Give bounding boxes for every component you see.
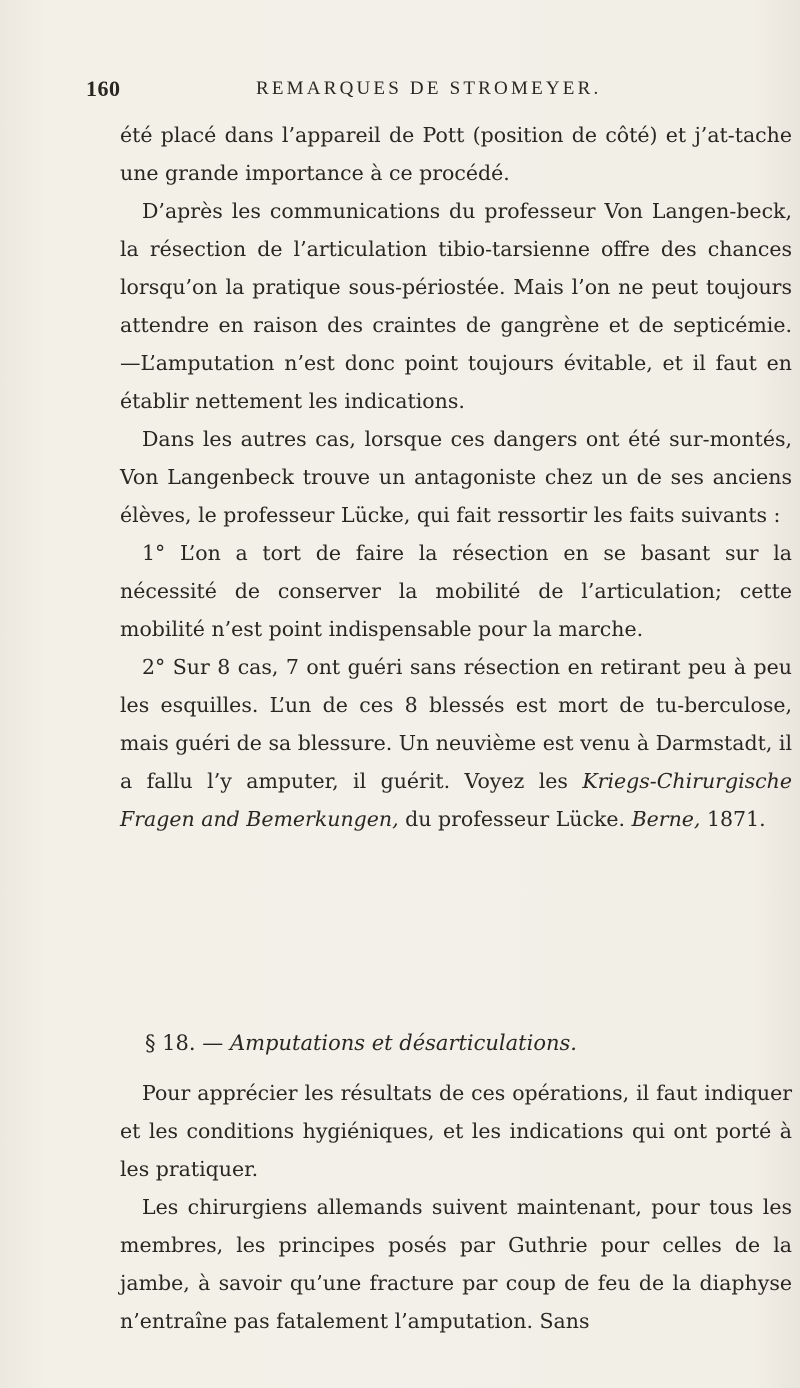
paragraph-2: D’après les communications du professeur Von Langen-beck, la résection de l’articulation tibio-tarsienne offre des chances lorsqu’on la pratique sous-périostée. Mais l’on ne peut toujours attendre en raison des craintes de gangrène et de septicémie. —L’amputation n’est donc point toujours évitable, et il faut en établir nettement les indications. <box>120 199 792 413</box>
paragraph-4: 1° L’on a tort de faire la résection en se basant sur la nécessité de conserver la mobilité de l’articulation; cette mobilité n’est point indispensable pour la marche. <box>120 541 792 641</box>
paragraph-5-middle: du professeur Lücke. <box>398 807 632 831</box>
body-text-top <box>120 116 792 838</box>
section-dash: — <box>202 1031 224 1055</box>
paragraph-5 <box>120 648 792 838</box>
section-title: Amputations et désarticulations. <box>229 1031 577 1055</box>
section-number: § 18. <box>145 1031 196 1055</box>
paragraph-1: été placé dans l’appareil de Pott (position de côté) et j’at-tache une grande importance à ce procédé. <box>120 123 792 185</box>
page-header <box>0 76 800 106</box>
paragraph-3: Dans les autres cas, lorsque ces dangers ont été sur-montés, Von Langenbeck trouve un antagoniste chez un de ses anciens élèves, le professeur Lücke, qui fait ressortir les faits suivants : <box>120 427 792 527</box>
paragraph-7: Les chirurgiens allemands suivent maintenant, pour tous les membres, les principes posés par Guthrie pour celles de la jambe, à savoir qu’une fracture par coup de feu de la diaphyse n’entraîne pas fatalement l’amputation. Sans <box>120 1195 792 1333</box>
paragraph-5-text: 2° Sur 8 cas, 7 ont guéri sans résection en retirant peu à peu les esquilles. L’un de ces 8 blessés est mort de tu-berculose, mais guéri de sa blessure. Un neuvième est venu à Darmstadt, il a fallu l’y amputer, il guérit. Voyez les <box>120 655 792 793</box>
publication-place: Berne, <box>631 807 701 831</box>
section-heading <box>145 1024 785 1062</box>
paragraph-5-end: 1871. <box>700 807 766 831</box>
book-title: Kriegs-Chirurgische Fragen and Bemerkungen, <box>120 769 792 831</box>
paragraph-6: Pour apprécier les résultats de ces opérations, il faut indiquer et les conditions hygiéniques, et les indications qui ont porté à les pratiquer. <box>120 1081 792 1181</box>
running-head: REMARQUES DE STROMEYER. <box>256 78 602 99</box>
body-text-bottom <box>120 1074 792 1340</box>
page-number: 160 <box>86 76 121 101</box>
